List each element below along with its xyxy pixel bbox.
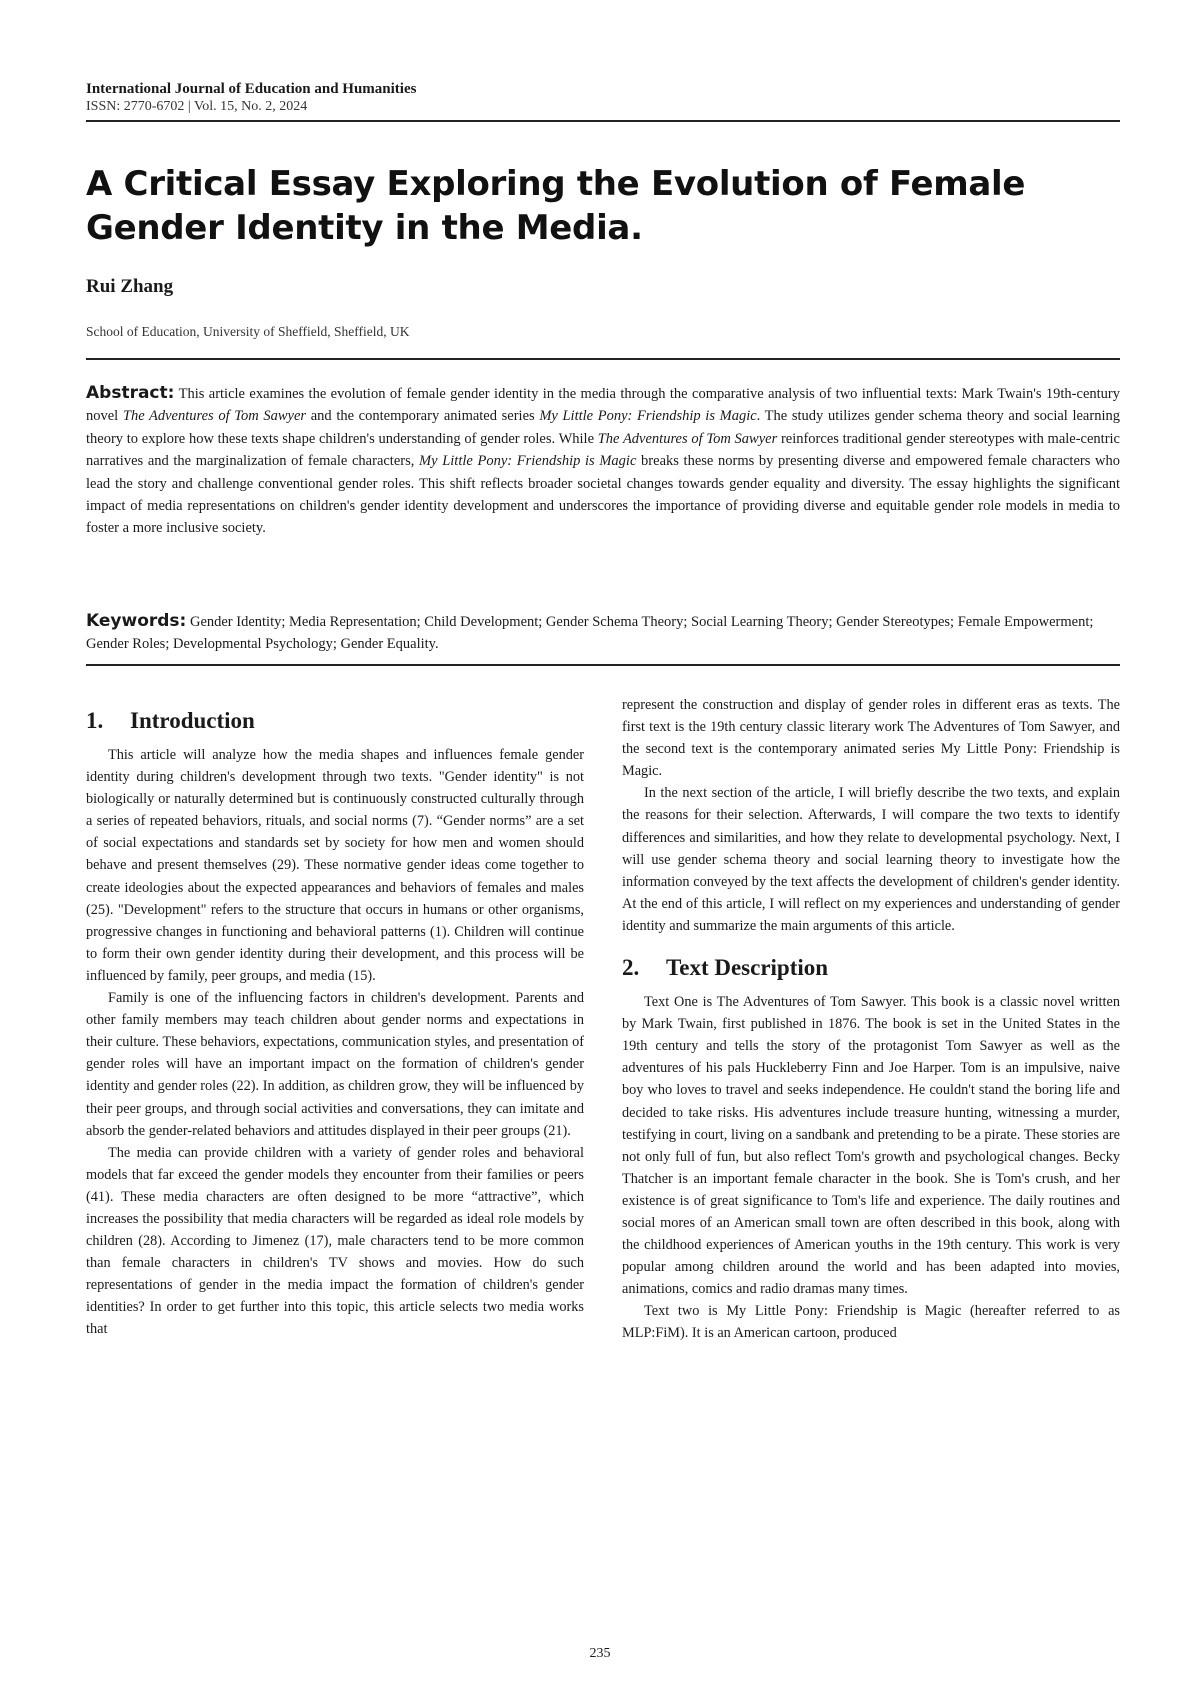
abstract-label: Abstract:	[86, 383, 175, 403]
abstract-top-rule	[86, 358, 1120, 360]
abstract-italic-title: The Adventures of Tom Sawyer	[122, 408, 307, 425]
section-number: 2.	[622, 955, 640, 981]
page-number: 235	[589, 1646, 611, 1661]
author-name: Rui Zhang	[86, 276, 174, 297]
abstract-italic-title: The Adventures of Tom Sawyer	[597, 430, 778, 447]
section-heading-text-description	[622, 953, 1120, 983]
section-number: 1.	[86, 708, 104, 733]
abstract-italic-title: My Little Pony: Friendship is Magic	[539, 408, 757, 425]
section-heading-introduction	[86, 706, 584, 736]
abstract-italic-title: My Little Pony: Friendship is Magic	[419, 453, 637, 470]
keywords	[86, 610, 1120, 656]
intro-paragraph-1: This article will analyze how the media shapes and influences female gender identity during children's development through two texts. "Gender identity" is not biologically or naturally determined but is continuously constructed culturally through a series of repeated behaviors, rituals, and social norms (7). “Gender norms” are a set of social expectations and standards set by society for how men and women should behave and present themselves (29). These normative gender ideas come together to create ideologies about the expected appearances and behaviors of females and males (25). "Development" refers to the structure that occurs in humans or other organisms, progressive changes in functioning and behavioral patterns (1). Children will continue to form their own gender identity during their development, and this process will be influenced by family, peer groups, and media (15).	[86, 747, 584, 984]
journal-header	[86, 80, 1120, 116]
left-column	[86, 706, 584, 1341]
abstract-text: and the contemporary animated series	[306, 408, 540, 425]
author-affiliation: School of Education, University of Sheffield, Sheffield, UK	[86, 324, 410, 339]
abstract	[86, 382, 1120, 540]
text-description-paragraph-1: Text One is The Adventures of Tom Sawyer. This book is a classic novel written by Mark Twain, first published in 1876. The book is set in the United States in the 19th century and tells the story of the protagonist Tom Sawyer as well as the adventures of his pals Huckleberry Finn and Joe Harper. Tom is an impulsive, naive boy who loves to travel and seeks independence. He couldn't stand the boring life and decided to take risks. His adventures include treasure hunting, witnessing a murder, testifying in court, living on a sandbank and pretending to be a pirate. These stories are not only full of fun, but also reflect Tom's growth and psychological changes. Becky Thatcher is an important female character in the book. She is Tom's crush, and her existence is of great significance to Tom's life and experience. The daily routines and social mores of an American small town are often described in this book, along with the childhood experiences of American youths in the 19th century. This work is very popular among children around the world and has been adapted into movies, animations, comics and radio dramas many times.	[622, 994, 1120, 1298]
paper-title: A Critical Essay Exploring the Evolution of Female Gender Identity in the Media.	[86, 164, 1026, 248]
intro-paragraph-2: Family is one of the influencing factors in children's development. Parents and other family members may teach children about gender norms and expectations in their culture. These behaviors, expectations, communication styles, and presentation of gender roles will have an important impact on the formation of children's gender identity and gender roles (22). In addition, as children grow, they will be influenced by their peer groups, and through social activities and conversations, they can imitate and absorb the gender-related behaviors and attitudes displayed in their peer groups (21).	[86, 990, 584, 1139]
text-description-paragraph-2: Text two is My Little Pony: Friendship is Magic (hereafter referred to as MLP:FiM). It is an American cartoon, produced	[622, 1303, 1120, 1342]
intro-paragraph-3: The media can provide children with a variety of gender roles and behavioral models that far exceed the gender models they encounter from their families or peers (41). These media characters are often designed to be more “attractive”, which increases the possibility that media characters will be regarded as ideal role models by children (28). According to Jimenez (17), male characters tend to be more common than female characters in children's TV shows and movies. How do such representations of gender in the media impact the formation of children's gender identities? In order to get further into this topic, this article selects two media works that	[86, 1144, 584, 1338]
journal-issn: ISSN: 2770-6702 | Vol. 15, No. 2, 2024	[86, 99, 308, 114]
journal-name: International Journal of Education and Humanities	[86, 81, 417, 97]
keywords-bottom-rule	[86, 664, 1120, 666]
abstract-text: This article examines the evolution of female gender identity in the media through the comparative analysis of two influential texts: Mark Twain's 19th-century novel	[86, 386, 1120, 425]
abstract-text: . The study utilizes gender schema theory and social learning theory to explore how these texts shape children's understanding of gender roles. While	[86, 408, 1120, 447]
intro-paragraph-4: In the next section of the article, I will briefly describe the two texts, and explain the reasons for their selection. Afterwards, I will compare the two texts to identify differences and similarities, and how they relate to developmental psychology. Next, I will use gender schema theory and social learning theory to investigate how the information conveyed by the text affects the development of children's gender identity. At the end of this article, I will reflect on my experiences and understanding of gender identity and summarize the main arguments of this article.	[622, 785, 1120, 934]
intro-paragraph-3-continued: represent the construction and display of gender roles in different eras as texts. The first text is the 19th century classic literary work The Adventures of Tom Sawyer, and the second text is the contemporary animated series My Little Pony: Friendship is Magic.	[622, 697, 1120, 780]
abstract-text: breaks these norms by presenting diverse and empowered female characters who lead the story and challenge conventional gender roles. This shift reflects broader societal changes towards gender equality and diversity. The essay highlights the significant impact of media representations on children's gender identity development and underscores the importance of providing diverse and equitable gender role models in media to foster a more inclusive society.	[86, 453, 1120, 537]
header-rule	[86, 120, 1120, 122]
keywords-text: Gender Identity; Media Representation; Child Development; Gender Schema Theory; Social Learning Theory; Gender Stereotypes; Female Empowerment; Gender Roles; Developmental Psychology; Gender Equality.	[86, 614, 1094, 653]
abstract-text: reinforces traditional gender stereotypes with male-centric narratives and the marginalization of female characters,	[86, 430, 1120, 470]
keywords-label: Keywords:	[86, 611, 187, 631]
right-column	[622, 694, 1120, 1345]
section-title: Text Description	[666, 955, 829, 981]
section-title: Introduction	[130, 708, 255, 733]
